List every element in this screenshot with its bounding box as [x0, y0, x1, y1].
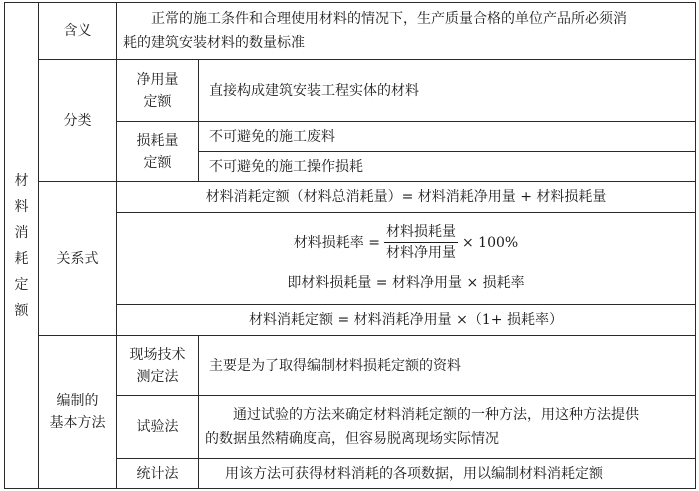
material-consumption-table — [4, 2, 696, 489]
stat-method-label: 统计法 — [117, 459, 199, 489]
meaning-label: 含义 — [39, 3, 117, 60]
table-title-vertical — [5, 3, 39, 489]
field-method-label — [117, 336, 199, 396]
fraction-denominator: 材料净用量 — [385, 245, 456, 261]
loss-label — [117, 122, 199, 182]
stat-method-text: 用该方法可获得材料消耗的各项数据，用以编制材料消耗定额 — [199, 459, 696, 489]
formula-loss-rate-block — [117, 213, 696, 305]
title-char: 料 — [14, 198, 29, 215]
title-char: 耗 — [14, 250, 29, 267]
net-usage-label-line1: 净用量 — [136, 71, 179, 88]
formula-total-consumption: 材料消耗定额（材料总消耗量）= 材料消耗净用量 + 材料损耗量 — [117, 182, 696, 213]
methods-label-line2: 基本方法 — [49, 415, 106, 431]
classification-label: 分类 — [39, 60, 117, 182]
title-char: 材 — [14, 172, 29, 189]
net-usage-label-line2: 定额 — [143, 93, 172, 110]
methods-label-line1: 编制的 — [56, 393, 99, 409]
formula-fraction — [384, 222, 458, 263]
field-method-label-line2: 测定法 — [136, 368, 179, 385]
relations-label: 关系式 — [39, 182, 117, 336]
formula-loss-rate — [294, 222, 518, 263]
meaning-text — [117, 3, 696, 60]
title-char: 消 — [14, 224, 29, 241]
formula-loss-rate-left: 材料损耗率 = — [293, 234, 380, 251]
loss-label-line2: 定额 — [143, 154, 172, 171]
methods-label — [39, 336, 117, 489]
lab-method-text — [199, 396, 696, 459]
formula-consumption-quota: 材料消耗定额 = 材料消耗净用量 ×（1+ 损耗率） — [117, 305, 696, 336]
title-char: 额 — [14, 302, 29, 319]
lab-method-text-line2: 的数据虽然精确度高，但容易脱离现场实际情况 — [205, 431, 499, 447]
field-method-text: 主要是为了取得编制材料损耗定额的资料 — [199, 336, 696, 396]
formula-loss-amount: 即材料损耗量 = 材料净用量 × 损耗率 — [287, 275, 525, 291]
loss-text-1: 不可避免的施工废料 — [199, 122, 696, 152]
lab-method-text-line1: 通过试验的方法来确定材料消耗定额的一种方法，用这种方法提供 — [233, 407, 639, 423]
loss-label-line1: 损耗量 — [136, 132, 179, 149]
loss-text-2: 不可避免的施工操作损耗 — [199, 152, 696, 182]
lab-method-label: 试验法 — [117, 396, 199, 459]
net-usage-label — [117, 60, 199, 122]
meaning-text-line1: 正常的施工条件和合理使用材料的情况下，生产质量合格的单位产品所必须消 — [151, 11, 627, 27]
title-char: 定 — [14, 276, 29, 293]
field-method-label-line1: 现场技术 — [129, 346, 186, 363]
meaning-text-line2: 耗的建筑安装材料的数量标准 — [123, 35, 305, 51]
net-usage-text: 直接构成建筑安装工程实体的材料 — [199, 60, 696, 122]
formula-loss-rate-right: × 100% — [461, 234, 519, 251]
fraction-numerator: 材料损耗量 — [384, 222, 458, 243]
